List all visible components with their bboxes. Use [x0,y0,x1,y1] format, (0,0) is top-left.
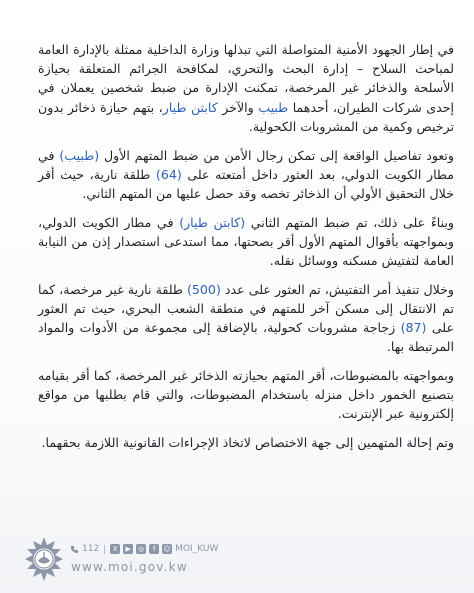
article-body [38,40,454,462]
highlighted-term: (كابتن طيار) [179,214,246,230]
highlighted-term: كابتن طيار [162,99,218,115]
article-paragraph [38,433,454,452]
article-paragraph [38,213,454,271]
article-paragraph [38,40,454,136]
paragraph-text: وتعود تفاصيل الواقعة إلى تمكن رجال الأمن من ضبط المتهم الأول [99,147,454,163]
article-paragraph [38,280,454,357]
x-icon[interactable]: X [110,544,120,554]
paragraph-text: وبمواجهته بالمضبوطات، أقر المتهم بحيازته الذخائر غير المرخصة، كما أقر بقيامه بتصنيع الخمور داخل منزله باستخدام المضبوطات، والتي قام بطلبها من مواقع إلكترونية عبر الإنترنت. [38,368,454,422]
paragraph-text: في إطار الجهود الأمنية المتواصلة التي تبذلها وزارة الداخلية ممثلة بالإدارة العامة لمباحث السلاح – إدارة البحث والتحري، لمكافحة الجرائم المتعلقة بحيازة الأسلحة والذخائر غير المرخصة، تمكنت الإدارة من ضبط شخصين يعملان في إحدى شركات الطيران، أحدهما [38,42,454,115]
paragraph-text: والآخر [217,99,259,115]
contact-bar [70,544,218,554]
paragraph-text: وتم إحالة المتهمين إلى جهة الاختصاص لاتخاذ الإجراءات القانونية اللازمة بحقهما. [41,435,454,451]
phone-icon [70,545,79,554]
footer [0,533,474,593]
highlighted-term: (500) [186,281,221,297]
paragraph-text: وخلال تنفيذ أمر التفتيش، تم العثور على عدد [220,281,454,297]
highlighted-term: (طبيب) [59,147,100,163]
snapchat-icon[interactable]: ☺ [163,545,171,553]
highlighted-term: (64) [155,166,182,182]
paragraph-text: طلقة نارية غير مرخصة، كما تم الانتقال إلى مسكن آخر للمتهم في منطقة الشعب البحري، حيث تم العثور على [38,281,454,336]
facebook-icon[interactable]: f [149,544,159,554]
highlighted-term: طبيب [258,99,289,115]
article-paragraph [38,366,454,424]
website-link[interactable]: www.moi.gov.kw [71,560,188,574]
divider [104,545,105,554]
moi-emblem-icon [20,535,68,583]
instagram-icon[interactable]: ◎ [138,545,145,553]
article-paragraph [38,146,454,204]
paragraph-text: في مطار الكويت الدولي، بعد العثور داخل أمتعته على [38,147,454,182]
paragraph-text: زجاجة مشروبات كحولية، بالإضافة إلى مجموعة من الأدوات والمواد المرتبطة بها. [38,320,454,355]
youtube-icon[interactable]: ▶ [123,544,133,554]
highlighted-term: (87) [400,320,427,336]
social-handle: MOI_KUW [175,544,219,554]
paragraph-text: وبناءً على ذلك، تم ضبط المتهم الثاني [245,214,454,230]
paragraph-text: في مطار الكويت الدولي، وبمواجهته بأقوال المتهم الأول أقر بصحتها، مما استدعى استصدار إذن من النيابة العامة لتفتيش مسكنه ووسائل نقله. [38,214,454,269]
paragraph-text: طلقة نارية، حيث أقر خلال التحقيق الأولي أن الذخائر تخصه وقد حصل عليها من المتهم الثاني. [38,166,454,201]
emergency-number: 112 [82,544,100,554]
paragraph-text: ، بتهم حيازة ذخائر بدون ترخيص وكمية من المشروبات الكحولية. [38,99,454,134]
